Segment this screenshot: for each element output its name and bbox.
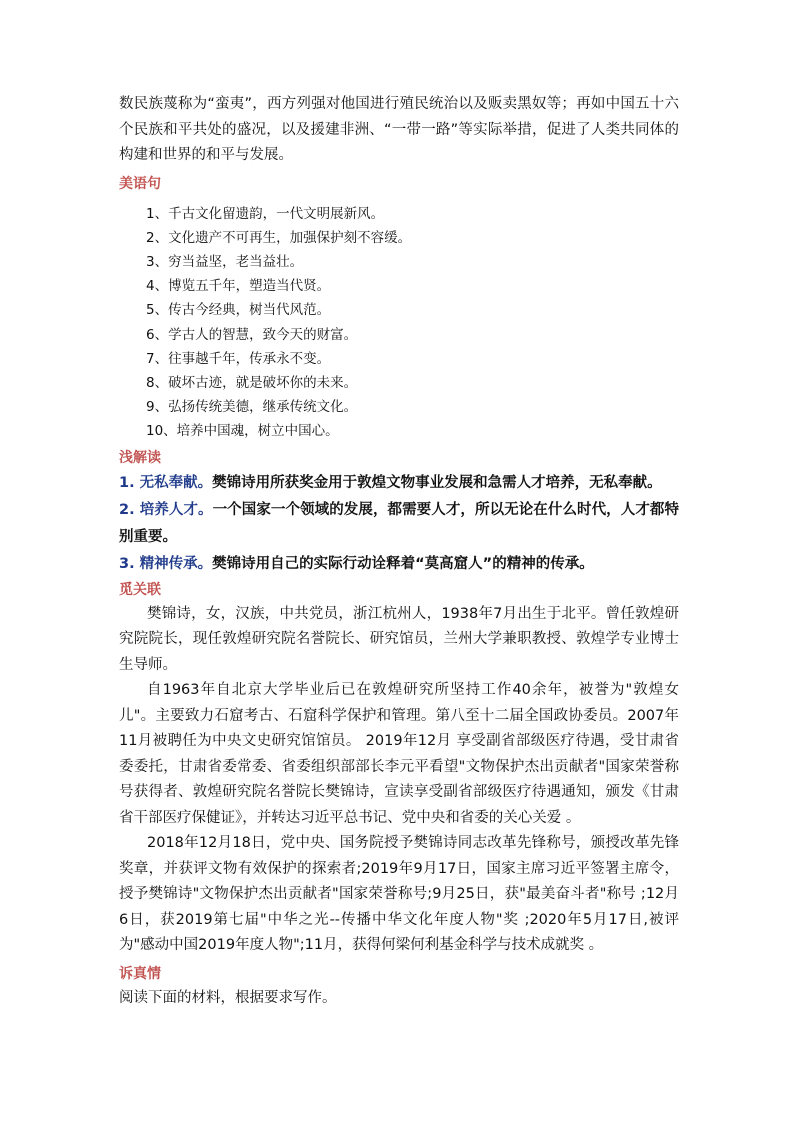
quote-item: 6、学古人的智慧，致今天的财富。 <box>146 326 358 343</box>
document-page <box>119 92 679 1011</box>
point-text: 樊锦诗用所获奖金用于敦煌文物事业发展和急需人才培养，无私奉献。 <box>212 474 662 491</box>
heading-writing: 诉真情 <box>119 965 161 982</box>
reading-point-2 <box>119 497 679 551</box>
quote-item: 1、千古文化留遗韵，一代文明展新风。 <box>146 205 385 222</box>
related-paragraph: 2018年12月18日，党中央、国务院授予樊锦诗同志改革先锋称号，颁授改革先锋奖章，并获评文物有效保护的探索者;2019年9月17日，国家主席习近平签署主席令，授予樊锦诗"文物保护杰出贡献者"国家荣誉称号;9月25日，获"最美奋斗者"称号 ;12月6日，获2019第七届"中华之光--传播中华文化年度人物"奖 ;2020年5月17日,被评为"感动中国2019年度人物";11月，获得何梁何利基金科学与技术成就奖 。 <box>119 835 679 954</box>
quote-item: 4、博览五千年，塑造当代贤。 <box>146 278 331 295</box>
related-paragraph: 樊锦诗，女，汉族，中共党员，浙江杭州人，1938年7月出生于北平。曾任敦煌研究院院长，现任敦煌研究院名誉院长、研究馆员，兰州大学兼职教授、敦煌学专业博士生导师。 <box>119 605 679 673</box>
quote-item: 9、弘扬传统美德，继承传统文化。 <box>146 399 358 416</box>
quote-item: 2、文化遗产不可再生，加强保护刻不容缓。 <box>146 229 412 246</box>
quote-item: 5、传古今经典，树当代风范。 <box>146 302 331 319</box>
point-text: 樊锦诗用自己的实际行动诠释着“莫高窟人”的精神的传承。 <box>212 555 594 572</box>
quote-item: 8、破坏古迹，就是破坏你的未来。 <box>146 374 358 391</box>
point-label: 1. 无私奉献。 <box>119 474 213 491</box>
reading-point-3 <box>119 551 679 578</box>
writing-instruction: 阅读下面的材料，根据要求写作。 <box>119 989 337 1006</box>
heading-reading: 浅解读 <box>119 449 161 466</box>
intro-paragraph: 数民族蔑称为“蛮夷”，西方列强对他国进行殖民统治以及贩卖黑奴等；再如中国五十六个民族和平共处的盛况，以及援建非洲、“一带一路”等实际举措，促进了人类共同体的构建和世界的和平与发展。 <box>119 96 679 163</box>
related-paragraph: 自1963年自北京大学毕业后已在敦煌研究所坚持工作40余年，被誉为"敦煌女儿"。主要致力石窟考古、石窟科学保护和管理。第八至十二届全国政协委员。2007年11月被聘任为中央文史研究馆馆员。 2019年12月 享受副省部级医疗待遇，受甘肃省委委托，甘肃省委常委、省委组织部部长李元平看望"文物保护杰出贡献者"国家荣誉称号获得者、敦煌研究院名誉院长樊锦诗，宣读享受副省部级医疗待遇通知，颁发《甘肃省干部医疗保健证》，并转达习近平总书记、党中央和省委的关心关爱 。 <box>119 682 679 826</box>
quote-item: 7、往事越千年，传承永不变。 <box>146 350 331 367</box>
quotes-list <box>119 202 679 444</box>
point-label: 3. 精神传承。 <box>119 555 213 572</box>
heading-quotes: 美语句 <box>119 175 161 192</box>
heading-related: 觅关联 <box>119 581 161 598</box>
reading-point-1 <box>119 470 679 497</box>
point-text: 一个国家一个领域的发展，都需要人才，所以无论在什么时代，人才都特别重要。 <box>119 501 679 545</box>
point-label: 2. 培养人才。 <box>119 501 213 518</box>
quote-item: 3、穷当益坚，老当益壮。 <box>146 253 304 270</box>
quote-item: 10、培养中国魂，树立中国心。 <box>146 423 339 440</box>
